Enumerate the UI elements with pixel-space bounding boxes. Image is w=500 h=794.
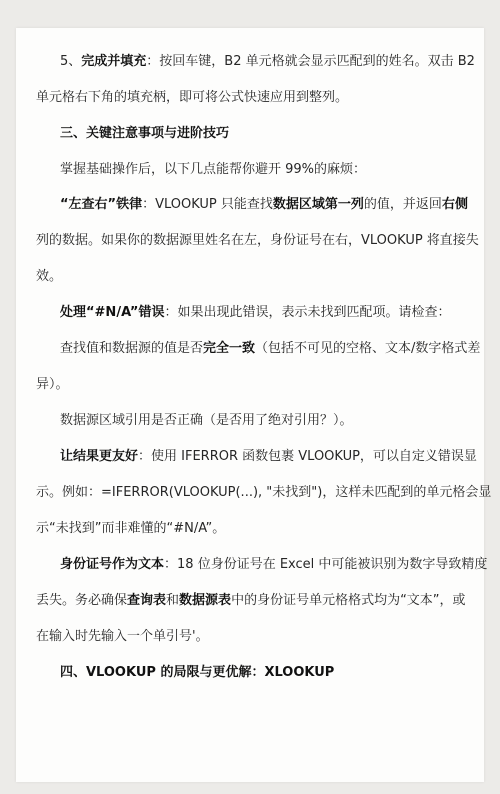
id-text-line1 <box>36 548 488 581</box>
text: ：使用 IFERROR 函数包裹 VLOOKUP，可以自定义错误显 <box>138 449 477 464</box>
bold-text: 完成并填充 <box>81 54 147 69</box>
bold-text: 完全一致 <box>203 341 256 356</box>
left-lookup-line2: 列的数据。如果你的数据源里姓名在左，身份证号在右，VLOOKUP 将直接失 <box>36 233 479 248</box>
check-line1 <box>36 332 481 365</box>
bold-text: 查询表 <box>127 593 167 608</box>
text: 丢失。务必确保 <box>36 593 128 608</box>
bold-text: 身份证号作为文本 <box>60 557 165 572</box>
bold-text: 处理“#N/A”错误 <box>60 305 165 320</box>
text: （包括不可见的空格、文本/数字格式差 <box>255 341 481 356</box>
text: ：如果出现此错误，表示未找到匹配项。请检查： <box>164 305 451 320</box>
left-lookup-line1 <box>36 188 468 221</box>
text: ：VLOOKUP 只能查找 <box>142 197 273 212</box>
text: 的值，并返回 <box>363 197 442 212</box>
friendly-line1 <box>36 440 477 473</box>
text: ：按回车键，B2 单元格就会显示匹配到的姓名。双击 B2 <box>146 54 475 69</box>
text: 查找值和数据源的值是否 <box>60 341 204 356</box>
id-text-line2 <box>36 584 468 617</box>
id-text-line3: 在输入时先输入一个单引号'。 <box>36 629 209 644</box>
na-error-line <box>36 296 468 329</box>
bold-text: “左查右”铁律 <box>60 197 143 212</box>
text: 中的身份证号单元格格式均为“文本”，或 <box>231 593 466 608</box>
text: 和 <box>166 593 180 608</box>
range-check-line: 数据源区域引用是否正确（是否用了绝对引用？）。 <box>60 413 353 428</box>
section-heading-4: 四、VLOOKUP 的局限与更优解：XLOOKUP <box>60 665 335 680</box>
bold-text: 右侧 <box>441 197 468 212</box>
friendly-line2: 示。例如：=IFERROR(VLOOKUP(...), "未找到")，这样未匹配到的单元格会显 <box>36 485 492 500</box>
intro-paragraph: 掌握基础操作后，以下几点能帮你避开 99%的麻烦： <box>60 162 367 177</box>
text: 5、 <box>60 54 82 69</box>
bold-text: 让结果更友好 <box>60 449 139 464</box>
bold-text: 数据源表 <box>179 593 232 608</box>
bold-text: 数据区域第一列 <box>272 197 364 212</box>
step5-line1 <box>36 45 475 78</box>
check-line2: 异）。 <box>36 377 69 392</box>
section-heading-3: 三、关键注意事项与进阶技巧 <box>60 126 230 141</box>
text: ：18 位身份证号在 Excel 中可能被识别为数字导致精度 <box>164 557 488 572</box>
step5-line2: 单元格右下角的填充柄，即可将公式快速应用到整列。 <box>36 90 349 105</box>
left-lookup-line3: 效。 <box>36 269 63 284</box>
friendly-line3: 示“未找到”而非难懂的“#N/A”。 <box>36 521 226 536</box>
